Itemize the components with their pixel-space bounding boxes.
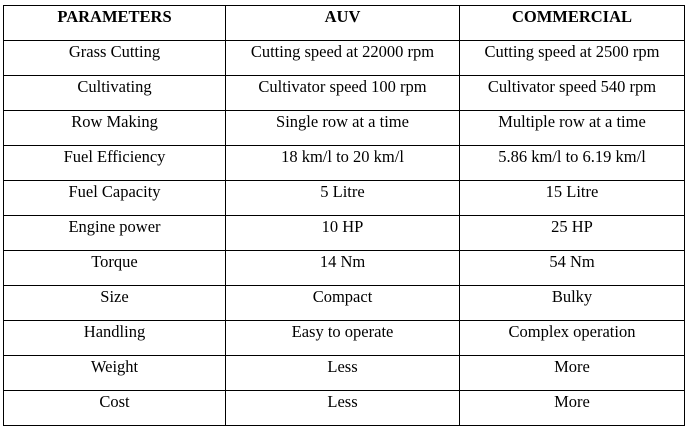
table-row	[4, 391, 685, 426]
parameter-cell	[4, 146, 226, 181]
table-row	[4, 216, 685, 251]
auv-cell	[226, 356, 460, 391]
cell-text: Less	[327, 356, 358, 376]
table-row	[4, 76, 685, 111]
commercial-cell	[460, 286, 685, 321]
parameter-cell	[4, 251, 226, 286]
cell-text: 15 Litre	[545, 181, 599, 201]
table-header	[4, 6, 685, 41]
commercial-cell	[460, 111, 685, 146]
auv-cell	[226, 76, 460, 111]
cell-text: More	[554, 356, 590, 376]
table-row	[4, 286, 685, 321]
parameter-cell	[4, 321, 226, 356]
cell-text: 54 Nm	[549, 251, 595, 271]
auv-cell	[226, 181, 460, 216]
cell-text: Cutting speed at 22000 rpm	[250, 41, 435, 61]
cell-text: Complex operation	[508, 321, 636, 341]
commercial-cell	[460, 41, 685, 76]
cell-text: Size	[100, 286, 129, 306]
header-parameters-label: PARAMETERS	[57, 6, 172, 26]
cell-text: 14 Nm	[319, 251, 366, 271]
cell-text: Compact	[312, 286, 373, 306]
table-row	[4, 111, 685, 146]
cell-text: Less	[327, 391, 358, 411]
auv-cell	[226, 111, 460, 146]
commercial-cell	[460, 391, 685, 426]
cell-text: Weight	[90, 356, 139, 376]
cell-text: Cutting speed at 2500 rpm	[484, 41, 660, 61]
cell-text: 18 km/l to 20 km/l	[281, 146, 404, 166]
parameter-cell	[4, 286, 226, 321]
table-row	[4, 41, 685, 76]
parameter-cell	[4, 391, 226, 426]
cell-text: Cultivator speed 540 rpm	[487, 76, 657, 96]
header-auv	[226, 6, 460, 41]
cell-text: Easy to operate	[291, 321, 394, 341]
cell-text: Grass Cutting	[68, 41, 161, 61]
cell-text: Fuel Capacity	[68, 181, 161, 201]
header-auv-label: AUV	[324, 6, 361, 26]
header-row	[4, 6, 685, 41]
header-commercial	[460, 6, 685, 41]
cell-text: Single row at a time	[276, 111, 409, 131]
parameter-cell	[4, 76, 226, 111]
cell-text: 5.86 km/l to 6.19 km/l	[498, 146, 646, 166]
parameter-cell	[4, 356, 226, 391]
header-commercial-label: COMMERCIAL	[511, 6, 633, 26]
cell-text: 25 HP	[551, 216, 593, 236]
table-body	[4, 41, 685, 426]
cell-text: Row Making	[71, 111, 158, 131]
cell-text: Cultivator speed 100 rpm	[258, 76, 427, 96]
cell-text: Handling	[83, 321, 146, 341]
auv-cell	[226, 146, 460, 181]
auv-cell	[226, 251, 460, 286]
cell-text: 5 Litre	[320, 181, 365, 201]
table-row	[4, 181, 685, 216]
auv-cell	[226, 216, 460, 251]
commercial-cell	[460, 216, 685, 251]
cell-text: Bulky	[551, 286, 593, 306]
comparison-table-container	[3, 5, 685, 426]
commercial-cell	[460, 356, 685, 391]
cell-text: More	[554, 391, 590, 411]
cell-text: Cultivating	[77, 76, 152, 96]
auv-cell	[226, 391, 460, 426]
auv-cell	[226, 286, 460, 321]
cell-text: 10 HP	[321, 216, 364, 236]
commercial-cell	[460, 181, 685, 216]
table-row	[4, 356, 685, 391]
commercial-cell	[460, 251, 685, 286]
cell-text: Cost	[99, 391, 130, 411]
parameter-cell	[4, 216, 226, 251]
table-row	[4, 321, 685, 356]
parameter-cell	[4, 111, 226, 146]
cell-text: Multiple row at a time	[498, 111, 646, 131]
commercial-cell	[460, 321, 685, 356]
table-row	[4, 146, 685, 181]
cell-text: Engine power	[68, 216, 161, 236]
auv-cell	[226, 41, 460, 76]
auv-cell	[226, 321, 460, 356]
commercial-cell	[460, 146, 685, 181]
cell-text: Torque	[91, 251, 138, 271]
parameter-cell	[4, 41, 226, 76]
header-parameters	[4, 6, 226, 41]
parameter-cell	[4, 181, 226, 216]
commercial-cell	[460, 76, 685, 111]
cell-text: Fuel Efficiency	[63, 146, 166, 166]
comparison-table	[3, 5, 685, 426]
table-row	[4, 251, 685, 286]
